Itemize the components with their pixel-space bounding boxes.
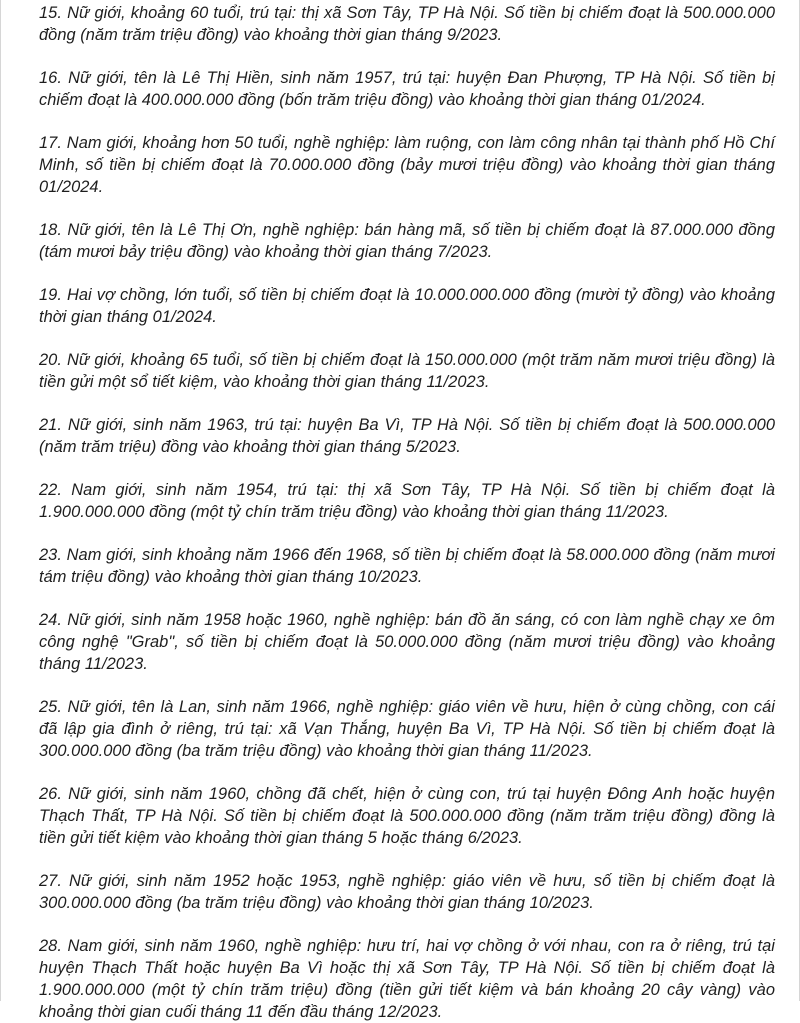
case-paragraph-18: 18. Nữ giới, tên là Lê Thị Ơn, nghề nghiệp: bán hàng mã, số tiền bị chiếm đoạt là 87.000.000 đồng (tám mươi bảy triệu đồng) vào khoảng thời gian tháng 7/2023. bbox=[39, 221, 775, 261]
case-paragraph-24: 24. Nữ giới, sinh năm 1958 hoặc 1960, nghề nghiệp: bán đồ ăn sáng, có con làm nghề chạy xe ôm công nghệ "Grab", số tiền bị chiếm đoạt là 50.000.000 đồng (năm mươi triệu đồng) vào khoảng tháng 11/2023. bbox=[39, 611, 775, 673]
case-paragraph-16: 16. Nữ giới, tên là Lê Thị Hiền, sinh năm 1957, trú tại: huyện Đan Phượng, TP Hà Nội. Số tiền bị chiếm đoạt là 400.000.000 đồng (bốn trăm triệu đồng) vào khoảng thời gian tháng 01/2024. bbox=[39, 69, 775, 109]
case-paragraph-25: 25. Nữ giới, tên là Lan, sinh năm 1966, nghề nghiệp: giáo viên về hưu, hiện ở cùng chồng, con cái đã lập gia đình ở riêng, trú tại: xã Vạn Thắng, huyện Ba Vì, TP Hà Nội. Số tiền bị chiếm đoạt là 300.000.000 đồng (ba trăm triệu đồng) vào khoảng thời gian tháng 11/2023. bbox=[39, 698, 775, 760]
case-paragraph-20: 20. Nữ giới, khoảng 65 tuổi, số tiền bị chiếm đoạt là 150.000.000 (một trăm năm mươi triệu đồng) là tiền gửi một sổ tiết kiệm, vào khoảng thời gian tháng 11/2023. bbox=[39, 351, 775, 391]
case-paragraph-21: 21. Nữ giới, sinh năm 1963, trú tại: huyện Ba Vì, TP Hà Nội. Số tiền bị chiếm đoạt là 500.000.000 (năm trăm triệu) đồng vào khoảng thời gian tháng 5/2023. bbox=[39, 416, 775, 456]
case-paragraph-28: 28. Nam giới, sinh năm 1960, nghề nghiệp: hưu trí, hai vợ chồng ở với nhau, con ra ở riêng, trú tại huyện Thạch Thất hoặc huyện Ba Vì hoặc thị xã Sơn Tây, TP Hà Nội. Số tiền bị chiếm đoạt là 1.900.000.000 (một tỷ chín trăm triệu) đồng (tiền gửi tiết kiệm và bán khoảng 20 cây vàng) vào khoảng thời gian cuối tháng 11 đến đầu tháng 12/2023. bbox=[39, 937, 775, 1021]
case-paragraph-17: 17. Nam giới, khoảng hơn 50 tuổi, nghề nghiệp: làm ruộng, con làm công nhân tại thành phố Hồ Chí Minh, số tiền bị chiếm đoạt là 70.000.000 đồng (bảy mươi triệu đồng) vào khoảng thời gian tháng 01/2024. bbox=[39, 134, 775, 196]
case-paragraph-27: 27. Nữ giới, sinh năm 1952 hoặc 1953, nghề nghiệp: giáo viên về hưu, số tiền bị chiếm đoạt là 300.000.000 đồng (ba trăm triệu đồng) vào khoảng thời gian tháng 10/2023. bbox=[39, 872, 775, 912]
case-paragraph-19: 19. Hai vợ chồng, lớn tuổi, số tiền bị chiếm đoạt là 10.000.000.000 đồng (mười tỷ đồng) vào khoảng thời gian tháng 01/2024. bbox=[39, 286, 775, 326]
case-paragraph-23: 23. Nam giới, sinh khoảng năm 1966 đến 1968, số tiền bị chiếm đoạt là 58.000.000 đồng (năm mươi tám triệu đồng) vào khoảng thời gian tháng 10/2023. bbox=[39, 546, 775, 586]
case-paragraph-26: 26. Nữ giới, sinh năm 1960, chồng đã chết, hiện ở cùng con, trú tại huyện Đông Anh hoặc huyện Thạch Thất, TP Hà Nội. Số tiền bị chiếm đoạt là 500.000.000 đồng (năm trăm triệu đồng) đồng là tiền gửi tiết kiệm vào khoảng thời gian tháng 5 hoặc tháng 6/2023. bbox=[39, 785, 775, 847]
case-paragraph-15: 15. Nữ giới, khoảng 60 tuổi, trú tại: thị xã Sơn Tây, TP Hà Nội. Số tiền bị chiếm đoạt là 500.000.000 đồng (năm trăm triệu đồng) vào khoảng thời gian tháng 9/2023. bbox=[39, 4, 775, 44]
case-paragraph-22: 22. Nam giới, sinh năm 1954, trú tại: thị xã Sơn Tây, TP Hà Nội. Số tiền bị chiếm đoạt là 1.900.000.000 đồng (một tỷ chín trăm triệu đồng) vào khoảng thời gian tháng 11/2023. bbox=[39, 481, 775, 521]
